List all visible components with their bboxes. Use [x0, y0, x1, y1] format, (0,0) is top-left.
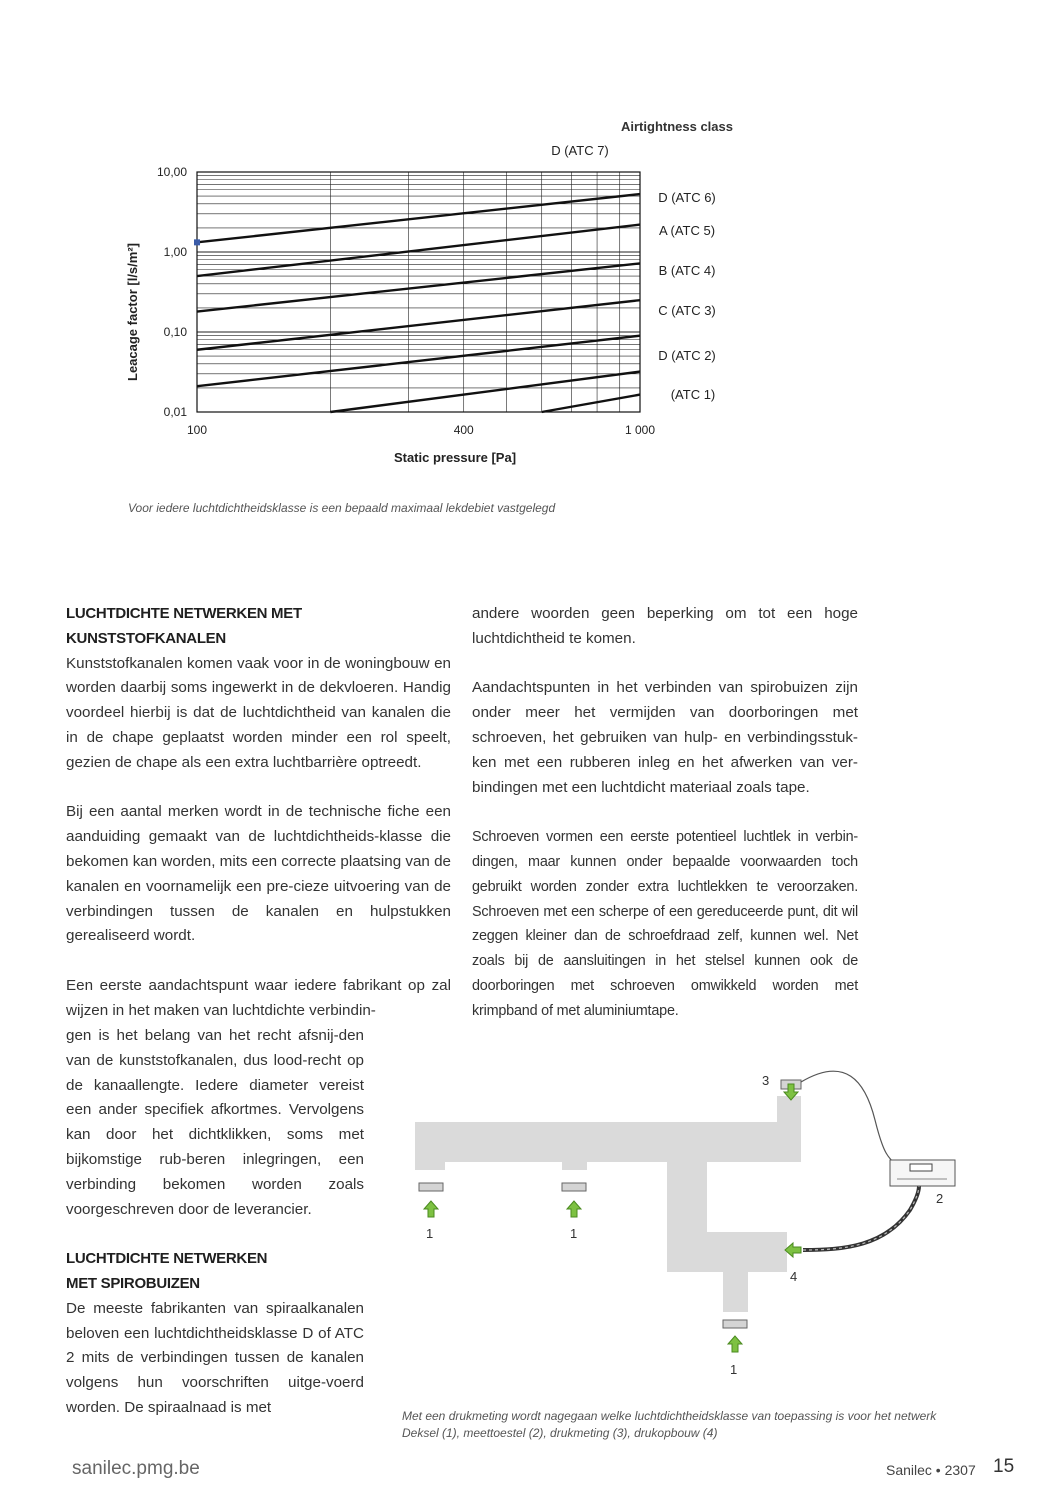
plot-frame [197, 172, 640, 412]
chart-series-labels [551, 143, 716, 402]
footer-website-link[interactable]: sanilec.pmg.be [72, 1458, 200, 1479]
series-line-3 [197, 263, 640, 311]
paragraph-geen-beperking: andere woorden geen beperking om tot een hoge luchtdichtheid te komen. [472, 605, 858, 647]
series-label: D (ATC 6) [658, 190, 716, 205]
chart-grid [197, 172, 640, 412]
series-line-6 [330, 372, 640, 412]
label-deksel-2: 1 [570, 1226, 578, 1241]
series-line-7 [542, 395, 640, 412]
paragraph-aandachtspunten-spiro: Aandachtspunten in het verbinden van spirobuizen zijn onder meer het vermijden van doorboringen met schroeven, het gebruiken van hulp- en verbindingsstuk-ken met een rubberen inleg en het afwerken van ver-bindingen met een luchtdicht materiaal zoals tape. [472, 679, 858, 796]
x-tick-label: 400 [453, 423, 474, 437]
x-tick-label: 1 000 [624, 423, 656, 437]
arrow-up-icon [567, 1201, 581, 1217]
series-label: D (ATC 2) [658, 348, 716, 363]
chart-ticks [157, 165, 655, 437]
paragraph-aandachtspunt-rest: gen is het belang van het recht afsnij-den van de kunststofkanalen, dus lood-recht op de kanaallengte. Iedere diameter vereist een ander specifiek afkortmes. Vervolgens kan door het dichtklikken, soms met bijkomstige rub-beren inlegringen, een verbinding bekomen worden zoals voorgeschreven door de leverancier. [66, 1027, 364, 1218]
section-heading-spirobuizen-1: LUCHTDICHTE NETWERKEN [66, 1250, 268, 1268]
series-label: D (ATC 7) [551, 143, 609, 158]
paragraph-aandachtspunt-start: Een eerste aandachtspunt waar iedere fabrikant op zal wijzen in het maken van luchtdichte verbindin- [66, 976, 451, 1019]
paragraph-kunststof-intro: Kunststofkanalen komen vaak voor in de woningbouw en worden daarbij soms ingewerkt in de dekvloeren. Handig voordeel hierbij is dat de luchtdichtheid van kanalen die in de chape geplaatst worden minder een rol speelt, gezien de chape als een extra luchtbarrière optreedt. [66, 654, 451, 771]
page-number: 15 [993, 1456, 1015, 1477]
leakage-chart-svg [120, 110, 760, 480]
series-label: C (ATC 3) [658, 303, 716, 318]
left-column [66, 602, 451, 1024]
drukmeting-tube [801, 1071, 905, 1170]
y-tick-label: 1,00 [163, 245, 187, 259]
arrow-up-icon [424, 1201, 438, 1217]
arrow-left-icon [785, 1243, 801, 1257]
series-label: (ATC 1) [670, 387, 716, 402]
duct-network [415, 1096, 801, 1312]
meettoestel-device [890, 1160, 955, 1186]
series-line-2 [197, 225, 640, 276]
y-axis-label: Leacage factor [l/s/m²] [125, 243, 140, 381]
diagram-caption [402, 1408, 1002, 1442]
pressure-test-diagram [405, 1060, 1005, 1400]
data-point-marker [194, 239, 200, 245]
paragraph-spiraalkanalen: De meeste fabrikanten van spiraalkanalen beloven een luchtdichtheidsklasse D of ATC 2 mits de verbindingen tussen de kanalen volgens hun voorschriften uitge-voerd worden. De spiraalnaad is met [66, 1299, 364, 1416]
diagram-caption-line-2: Deksel (1), meettoestel (2), drukmeting (3), drukopbouw (4) [402, 1426, 718, 1440]
section-heading-spirobuizen-2: MET SPIROBUIZEN [66, 1274, 200, 1292]
label-drukmeting: 3 [762, 1073, 770, 1088]
x-tick-label: 100 [186, 423, 208, 437]
leakage-chart [120, 110, 760, 480]
label-drukopbouw: 4 [790, 1269, 798, 1284]
label-deksel-3: 1 [730, 1362, 738, 1377]
section-heading-kunststof: LUCHTDICHTE NETWERKEN MET KUNSTSTOFKANALEN [66, 605, 302, 647]
chart-series [194, 194, 640, 412]
left-column-narrow [66, 1024, 364, 1446]
label-meettoestel: 2 [936, 1191, 944, 1206]
right-column [472, 602, 858, 1048]
footer-magazine-issue: Sanilec • 2307 [886, 1462, 976, 1478]
y-tick-label: 10,00 [156, 165, 187, 179]
x-axis-label: Static pressure [Pa] [393, 450, 517, 465]
series-line-1 [197, 194, 640, 242]
label-deksel-1: 1 [426, 1226, 434, 1241]
drukopbouw-hose [803, 1186, 919, 1250]
series-label: A (ATC 5) [658, 223, 716, 238]
paragraph-technische-fiche: Bij een aantal merken wordt in de technische fiche een aanduiding gemaakt van de luchtdichtheids-klasse die bekomen kan worden, mits een correcte plaatsing van de kanalen en voornamelijk een pre-cieze uitvoering van de verbindingen tussen de kanalen en hulpstukken gerealiseerd wordt. [66, 803, 451, 945]
arrow-up-icon [728, 1336, 742, 1352]
diagram-caption-line-1: Met een drukmeting wordt nagegaan welke luchtdichtheidsklasse van toepassing is voor het netwerk [402, 1409, 937, 1423]
y-tick-label: 0,10 [163, 325, 187, 339]
series-label: B (ATC 4) [658, 263, 716, 278]
y-tick-label: 0,01 [163, 405, 187, 419]
chart-frame [197, 172, 640, 412]
paragraph-schroeven: Schroeven vormen een eerste potentieel luchtlek in verbin-dingen, maar kunnen onder bepaalde voorwaarden toch gebruikt worden zonder extra luchtlekken te veroorzaken. Schroeven met een scherpe of een gereduceerde punt, dit wil zeggen kleiner dan de schroefdraad zelf, kunnen wel. Net zoals bij de aansluitingen in het stelsel kunnen ook de doorboringen met schroeven omwikkeld worden met krimpband of met aluminiumtape. [472, 829, 858, 1019]
chart-title: Airtightness class [621, 119, 733, 134]
chart-caption: Voor iedere luchtdichtheidsklasse is een bepaald maximaal lekdebiet vastgelegd [128, 501, 556, 515]
pressure-test-diagram-svg [405, 1060, 1005, 1400]
